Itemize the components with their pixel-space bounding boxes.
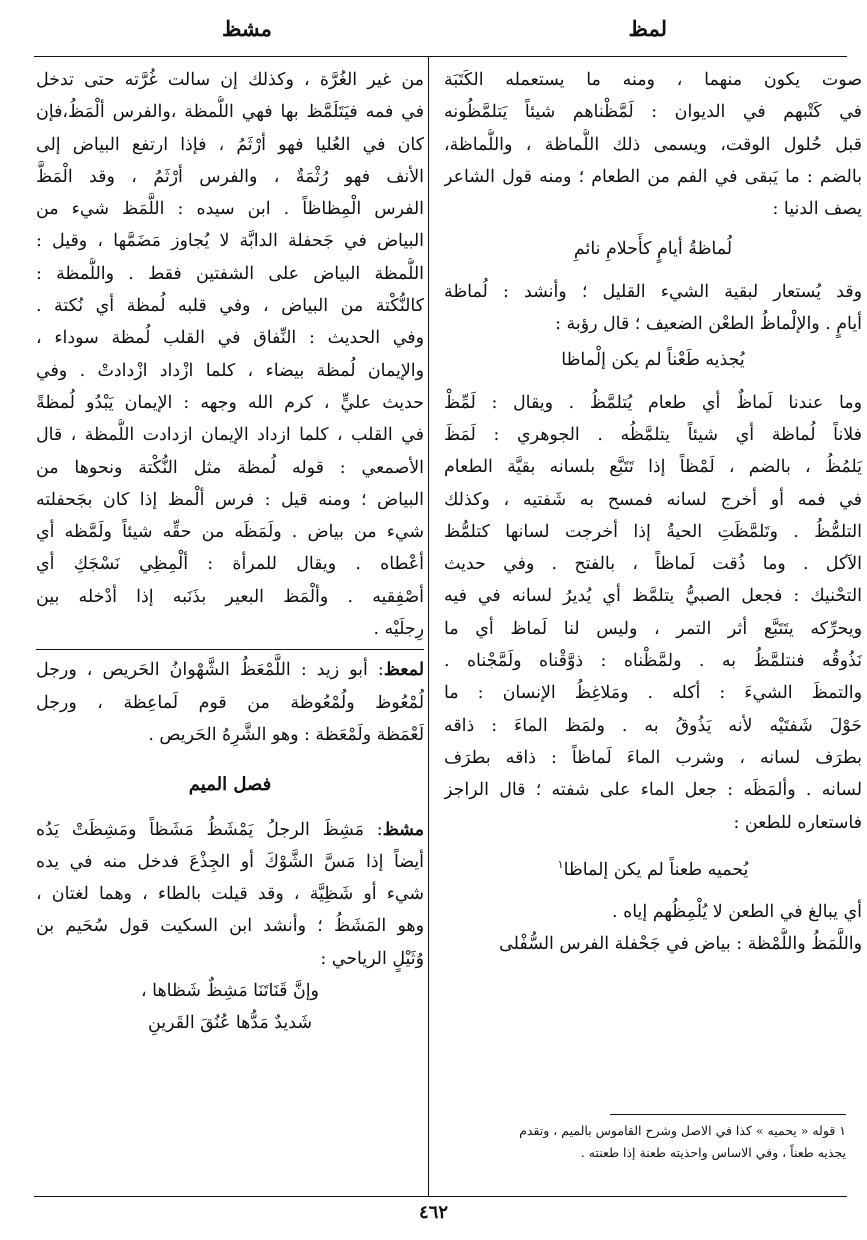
text-line: وُثَيْلٍ الرياحي : (320, 948, 424, 969)
text-line: فلاناً لُماظة أي شيئاً يتلمَّظُه . الجوهري : لَمَظَ (444, 424, 862, 445)
text-line: التحْنيك : فجعل الصبيُّ يتلمَّظ أي يُديرُ لسانه في فيه (444, 586, 862, 607)
text-line: بالضم : ما يَبقى في الفم من الطعام ؛ ومنه قول الشاعر (444, 166, 862, 187)
text-line: التلمُّظُ . وتَلمَّظَتِ الحيةُ إذا أخرجت لسانها كتلمُّظ (444, 521, 862, 542)
entry-headword: لمعظ (383, 660, 424, 681)
footnote-line: ١ قوله « يحميه » كذا في الاصل وشرح القاموس بالميم ، وتقدم (519, 1123, 846, 1138)
footnote-line: يجذيه طعناً ، وفي الاساس واحذيته طعنة إذا طعنته . (580, 1145, 846, 1160)
text-line: في فمه أو أخرج لسانه فمسح به شَفتيه ، وكذلك (444, 489, 862, 510)
left-column (36, 64, 424, 1040)
entry-text: : أبو زيد : اللَّمْعَظُ الشَّهْوانُ الحَريص ، ورجل (36, 660, 384, 681)
text-line: رِجلَيْه . (373, 619, 424, 640)
text-line: في القلب ، كلما ازداد الإيمان ازدادت اللُّمظة ، قال (36, 425, 424, 446)
header-root-left: مشظ (222, 16, 272, 41)
entry-line (36, 654, 424, 686)
column-divider (428, 56, 429, 1196)
text-line: لُمْعُوظ ولُمْعُوظة من قوم لَماعِظة ، ورجل (36, 692, 424, 713)
text-line: شيء أو شَظِيَّة ، وقد قيلت بالطاء ، وهما لغتان ، (36, 884, 424, 905)
text-line: وهو المَشَظُ ؛ وأنشد ابن السكيت قول سُحَيم بن (36, 916, 424, 937)
header-root-right: لمظ (628, 16, 667, 41)
text-line: والإيمان لُمظة بيضاء ، كلما ازْداد ازْدادتْ . وفي (36, 360, 424, 381)
text-line: قبل حُلول الوقت، ويسمى ذلك اللُّماظة ، واللُّماظة، (444, 134, 862, 155)
entry-line (36, 814, 424, 846)
footnote-marker: ١ (557, 857, 564, 871)
text-line: الآكل . وما ذُقت لَماظاً ، بالفتح . وفي حديث (444, 554, 862, 575)
text-line: والتمظَ الشيءَ : أكله . ومَلاغِظُ الإنسان : ما (444, 683, 862, 704)
text-line: أيامٍ . والإلْماظُ الطعْن الضعيف ؛ قال رؤبة : (555, 314, 862, 335)
text-line: أي يبالغ في الطعن لا يُلْمِظُهم إياه . (612, 901, 862, 922)
text-line: من غير الغُرَّة ، وكذلك إن سالت غُرَّته حتى تدخل (36, 70, 424, 90)
verse-line: يُجذيه طَعْناً لم يكن إلْماظا (561, 350, 745, 371)
text-line: كالنُّكْتة من البياض ، وفي قلبه لُمظة أي نُكتة . (36, 296, 424, 317)
verse-text: يُحميه طعناً لم يكن إلماظا (563, 859, 749, 880)
text-line: واللَّمَظُ واللُّمْظة : بياض في جَحْفلة الفرس السُّفْلى (499, 934, 862, 955)
section-title: فصل الميم (188, 774, 272, 796)
footnote (444, 1120, 846, 1164)
text-line: ويحرِّكه يتَتَبَّع أثر التمر ، وليس لنا لَماظ أي ما (444, 618, 862, 639)
text-line: الأصمعي : قوله لُمظة مثل النُّكْتة ونحوها من (36, 457, 424, 478)
page-number: ٤٦٢ (418, 1202, 448, 1223)
text-line: شيء من بياض . ولَمَظَه من حقِّه شيئاً ولَمَّظه أي (36, 522, 424, 543)
text-line: أعْطاه . ويقال للمرأة : ألْمِظِي نَسْجَكِ أي (36, 554, 424, 575)
text-line: في كَتْبهم في الديوان : لَمَّظْناهم شيئاً يَتلمَّظُونه (444, 102, 862, 123)
verse-line (444, 849, 862, 886)
text-line: لسانه . وألمَظَه : جعل الماء على شفته ؛ قال الراجز (444, 780, 862, 801)
bottom-rule (34, 1196, 847, 1197)
text-line: كان في العُليا فهو أرْثَمُ ، فإذا ارتفع البياض إلى (36, 134, 424, 155)
text-line: وقد يُستعار لبقية الشيء القليل ؛ وأنشد : لُماظة (444, 281, 862, 302)
top-rule (34, 56, 847, 57)
text-line: وفي الحديث : النِّفاق في القلب لُمظة سوداء ، (36, 328, 424, 349)
text-line: في فمه فيَتَلَمَّظ بها فهي اللُّمظة ،والفرس ألْمَظُ،فإن (36, 102, 424, 123)
text-line: البياض في جَحفلة الدابَّة لا يُجاوز مَضَمَّها ، وقيل : (36, 231, 424, 252)
text-line: لَعْمَظة ولَمْعَظة : وهو الشَّرِهُ الحَريص . (148, 724, 424, 745)
text-line: وما عندنا لَماظٌ أي طعام يُتلمَّظُ . ويقال : لَمِّظْ (444, 392, 862, 413)
entry-headword: مشظ (382, 819, 424, 840)
entry-separator (36, 649, 424, 650)
text-line: أصْفِقيه . وألْمَظ البعير بذَنَبه إذا أدْخله بين (36, 586, 424, 607)
text-line: فاستعاره للطعن : (733, 812, 862, 833)
text-line: يَلمُظُ ، بالضم ، لَمْظاً إذا تَتَبَّع بلسانه بقيَّة الطعام (444, 457, 862, 478)
verse-line: وإنَّ قَنَاتَنَا مَشِظٌ شَظاها ، (141, 981, 319, 1002)
text-line: حديث عليٍّ ، كرم الله وجهه : الإيمان يَبْدُو لُمظةً (36, 392, 424, 413)
text-line: أيضاً إذا مَسَّ الشَّوْكَ أو الجِذْعَ فدخل منه في يده (36, 851, 424, 872)
text-line: يصف الدنيا : (772, 199, 862, 220)
text-line: الفرس الْمِظاظاً . ابن سيده : اللَّمَظ شيء من (36, 199, 424, 220)
text-line: بطرَف لسانه ، وشرب الماءَ لَماظاً : ذاقه بطرَف (444, 747, 862, 768)
text-line: صوت يكون منهما ، ومنه ما يستعمله الكَتَبَة (444, 70, 862, 90)
text-line: الأنف فهو رُثْمَةٌ ، والفرس أرْثَمُ ، وقد الْمَظَّ (36, 166, 424, 187)
text-line: البياض ؛ ومنه قيل : فرس ألْمظ إذا كان بجَحفلته (36, 489, 424, 510)
text-line: اللُّمظة البياض على الشفتين فقط . واللُّمظة : (36, 263, 424, 284)
entry-text: : مَشِظَ الرجلُ يَمْشَظُ مَشَظاً ومَشِظَتْ يَدُه (36, 819, 383, 840)
footnote-rule (610, 1114, 846, 1115)
text-line: نَذُوقُه فنتلمَّظُ به . ولمَّظْناه : ذوَّقْناه ولَمَّجْناه . (444, 651, 862, 672)
verse-line: شَديدٌ مَدُّها عُنُقَ القَرينِ (148, 1013, 312, 1034)
right-column (444, 64, 862, 961)
text-line: حَوْلَ شَفتَيْه لأنه يَذُوقُ به . ولمَظ الماءَ : ذاقه (444, 715, 862, 736)
verse-line: لُماظةُ أيامٍ كأَحلامِ نائمِ (573, 239, 733, 260)
